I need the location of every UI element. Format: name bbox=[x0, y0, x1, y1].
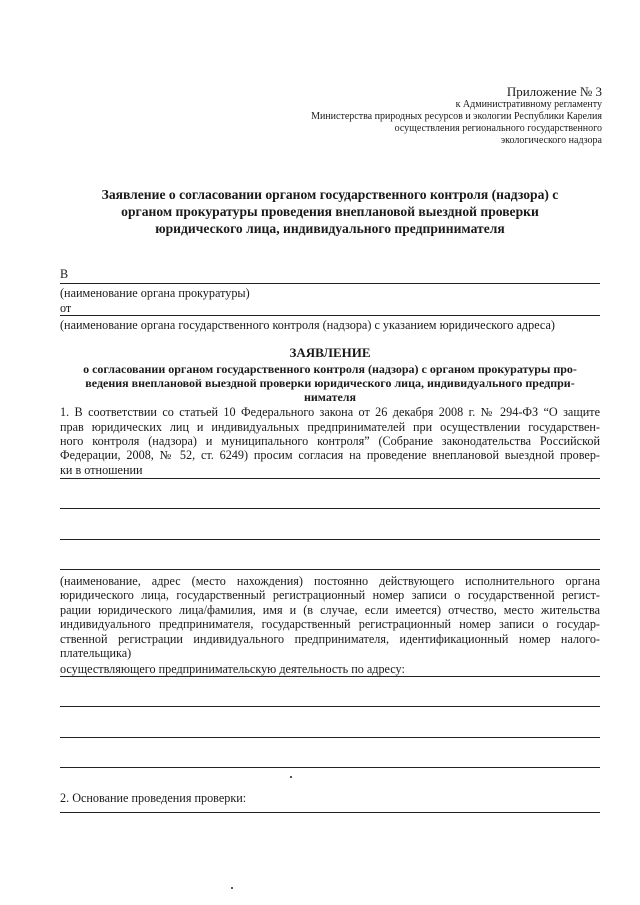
control-authority-field[interactable] bbox=[60, 315, 600, 316]
control-authority-caption: (наименование органа государственного контроля (надзора) с указанием юридического адреса) bbox=[60, 318, 555, 332]
header-line-1: к Административному регламенту bbox=[455, 99, 602, 110]
item1-line-2: прав юридических лиц и индивидуальных предпринимателей при осуществлении государствен- bbox=[60, 420, 600, 434]
statement-subheading-1: о согласовании органом государственного контроля (надзора) с органом прокуратуры про- bbox=[83, 362, 577, 376]
header-line-4: экологического надзора bbox=[500, 135, 602, 146]
statement-subheading-3: нимателя bbox=[303, 390, 357, 404]
entity-field-line-4[interactable] bbox=[60, 569, 600, 570]
scan-speck-2 bbox=[231, 887, 233, 889]
item1-line-4: Федерации, 2008, № 52, ст. 6249) просим согласия на проведение внеплановой выездной провер- bbox=[60, 448, 600, 462]
business-address-field-1[interactable] bbox=[60, 676, 600, 677]
entity-caption-4: индивидуального предпринимателя, государственный регистрационный номер записи о государ- bbox=[60, 617, 600, 631]
business-address-label: осуществляющего предпринимательскую деятельность по адресу: bbox=[60, 662, 405, 676]
entity-caption-1: (наименование, адрес (место нахождения) постоянно действующего исполнительного органа bbox=[60, 574, 600, 588]
header-line-2: Министерства природных ресурсов и экологии Республики Карелия bbox=[311, 111, 602, 122]
header-line-3: осуществления регионального государственного bbox=[394, 123, 602, 134]
entity-caption-6: плательщика) bbox=[60, 646, 132, 660]
entity-field-line-3[interactable] bbox=[60, 539, 600, 540]
appendix-number: Приложение № 3 bbox=[506, 84, 602, 99]
document-title-line-3: юридического лица, индивидуального предпринимателя bbox=[155, 221, 505, 236]
entity-caption-5: ственной регистрации индивидуального предпринимателя, идентификационный номер налого- bbox=[60, 632, 600, 646]
item1-line-3: ного контроля (надзора) и муниципального контроля” (Собрание законодательства Российской bbox=[60, 434, 600, 448]
document-title-line-2: органом прокуратуры проведения внеплановой выездной проверки bbox=[121, 204, 539, 219]
prosecutor-office-caption: (наименование органа прокуратуры) bbox=[60, 286, 250, 300]
statement-heading: ЗАЯВЛЕНИЕ bbox=[289, 345, 371, 360]
inspection-basis-field[interactable] bbox=[60, 812, 600, 813]
business-address-field-3[interactable] bbox=[60, 737, 600, 738]
entity-field-line-2[interactable] bbox=[60, 508, 600, 509]
statement-subheading-2: ведения внеплановой выездной проверки юридического лица, индивидуального предпри- bbox=[85, 376, 575, 390]
entity-caption-3: рации юридического лица/фамилия, имя и (в случае, если имеется) отчество, место жительства bbox=[60, 603, 600, 617]
item1-line-5: ки в отношении bbox=[60, 463, 143, 477]
prosecutor-office-field[interactable] bbox=[60, 283, 600, 284]
business-address-field-2[interactable] bbox=[60, 706, 600, 707]
item2-label: 2. Основание проведения проверки: bbox=[60, 791, 247, 805]
document-title-line-1: Заявление о согласовании органом государственного контроля (надзора) с bbox=[101, 187, 559, 202]
to-prefix: В bbox=[60, 267, 69, 281]
entity-caption-2: юридического лица, государственный регистрационный номер записи о государственной регист- bbox=[60, 588, 600, 602]
scan-speck bbox=[290, 776, 292, 778]
entity-field-line-1[interactable] bbox=[60, 478, 600, 479]
from-prefix: от bbox=[60, 301, 72, 315]
business-address-field-4[interactable] bbox=[60, 767, 600, 768]
item1-line-1: 1. В соответствии со статьей 10 Федерального закона от 26 декабря 2008 г. № 294-ФЗ “О защите bbox=[60, 405, 600, 419]
